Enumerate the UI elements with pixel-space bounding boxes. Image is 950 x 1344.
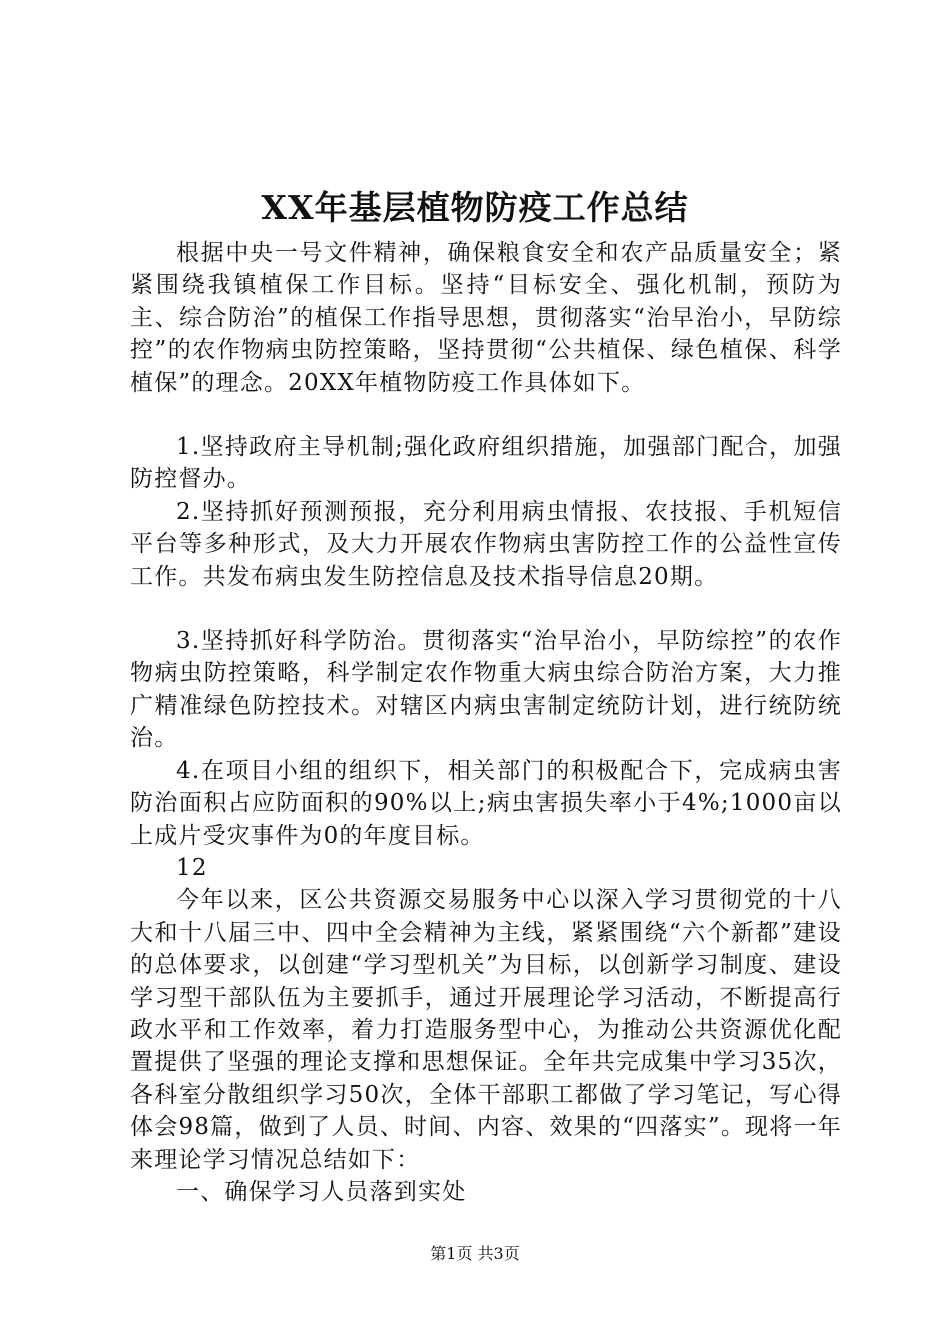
section-heading-1: 一、确保学习人员落到实处 bbox=[176, 1178, 467, 1205]
paragraph-item-3: 3.坚持抓好科学防治。贯彻落实“治早治小，早防综控”的农作物病虫防控策略，科学制定农作物重大病虫综合防治方案，大力推广精准绿色防控技术。对辖区内病虫害制定统防计划，进行统防统治。 bbox=[130, 628, 842, 752]
page-footer: 第1页 共3页 bbox=[430, 1244, 520, 1263]
paragraph-item-2: 2.坚持抓好预测预报，充分利用病虫情报、农技报、手机短信平台等多种形式，及大力开展农作物病虫害防控工作的公益性宣传工作。共发布病虫发生防控信息及技术指导信息20期。 bbox=[130, 498, 842, 590]
paragraph-item-1: 1.坚持政府主导机制;强化政府组织措施，加强部门配合，加强防控督办。 bbox=[130, 434, 842, 493]
paragraph-item-4: 4.在项目小组的组织下，相关部门的积极配合下，完成病虫害防治面积占应防面积的90%以上;病虫害损失率小于4%;1000亩以上成片受灾事件为0的年度目标。 bbox=[130, 757, 842, 849]
document-title: XX年基层植物防疫工作总结 bbox=[261, 188, 689, 227]
paragraph-summary: 今年以来，区公共资源交易服务中心以深入学习贯彻党的十八大和十八届三中、四中全会精神为主线，紧紧围绕“六个新都”建设的总体要求，以创建“学习型机关”为目标，以创新学习制度、建设学习型干部队伍为主要抓手，通过开展理论学习活动，不断提高行政水平和工作效率，着力打造服务型中心，为推动公共资源优化配置提供了坚强的理论支撑和思想保证。全年共完成集中学习35次，各科室分散组织学习50次，全体干部职工都做了学习笔记，写心得体会98篇，做到了人员、时间、内容、效果的“四落实”。现将一年来理论学习情况总结如下： bbox=[130, 887, 842, 1173]
paragraph-intro: 根据中央一号文件精神，确保粮食安全和农产品质量安全；紧紧围绕我镇植保工作目标。坚持“目标安全、强化机制，预防为主、综合防治”的植保工作指导思想，贯彻落实“治早治小，早防综控”的农作物病虫防控策略，坚持贯彻“公共植保、绿色植保、科学植保”的理念。20XX年植物防疫工作具体如下。 bbox=[130, 240, 842, 396]
document-body bbox=[130, 237, 842, 1208]
paragraph-number: 12 bbox=[176, 854, 208, 881]
